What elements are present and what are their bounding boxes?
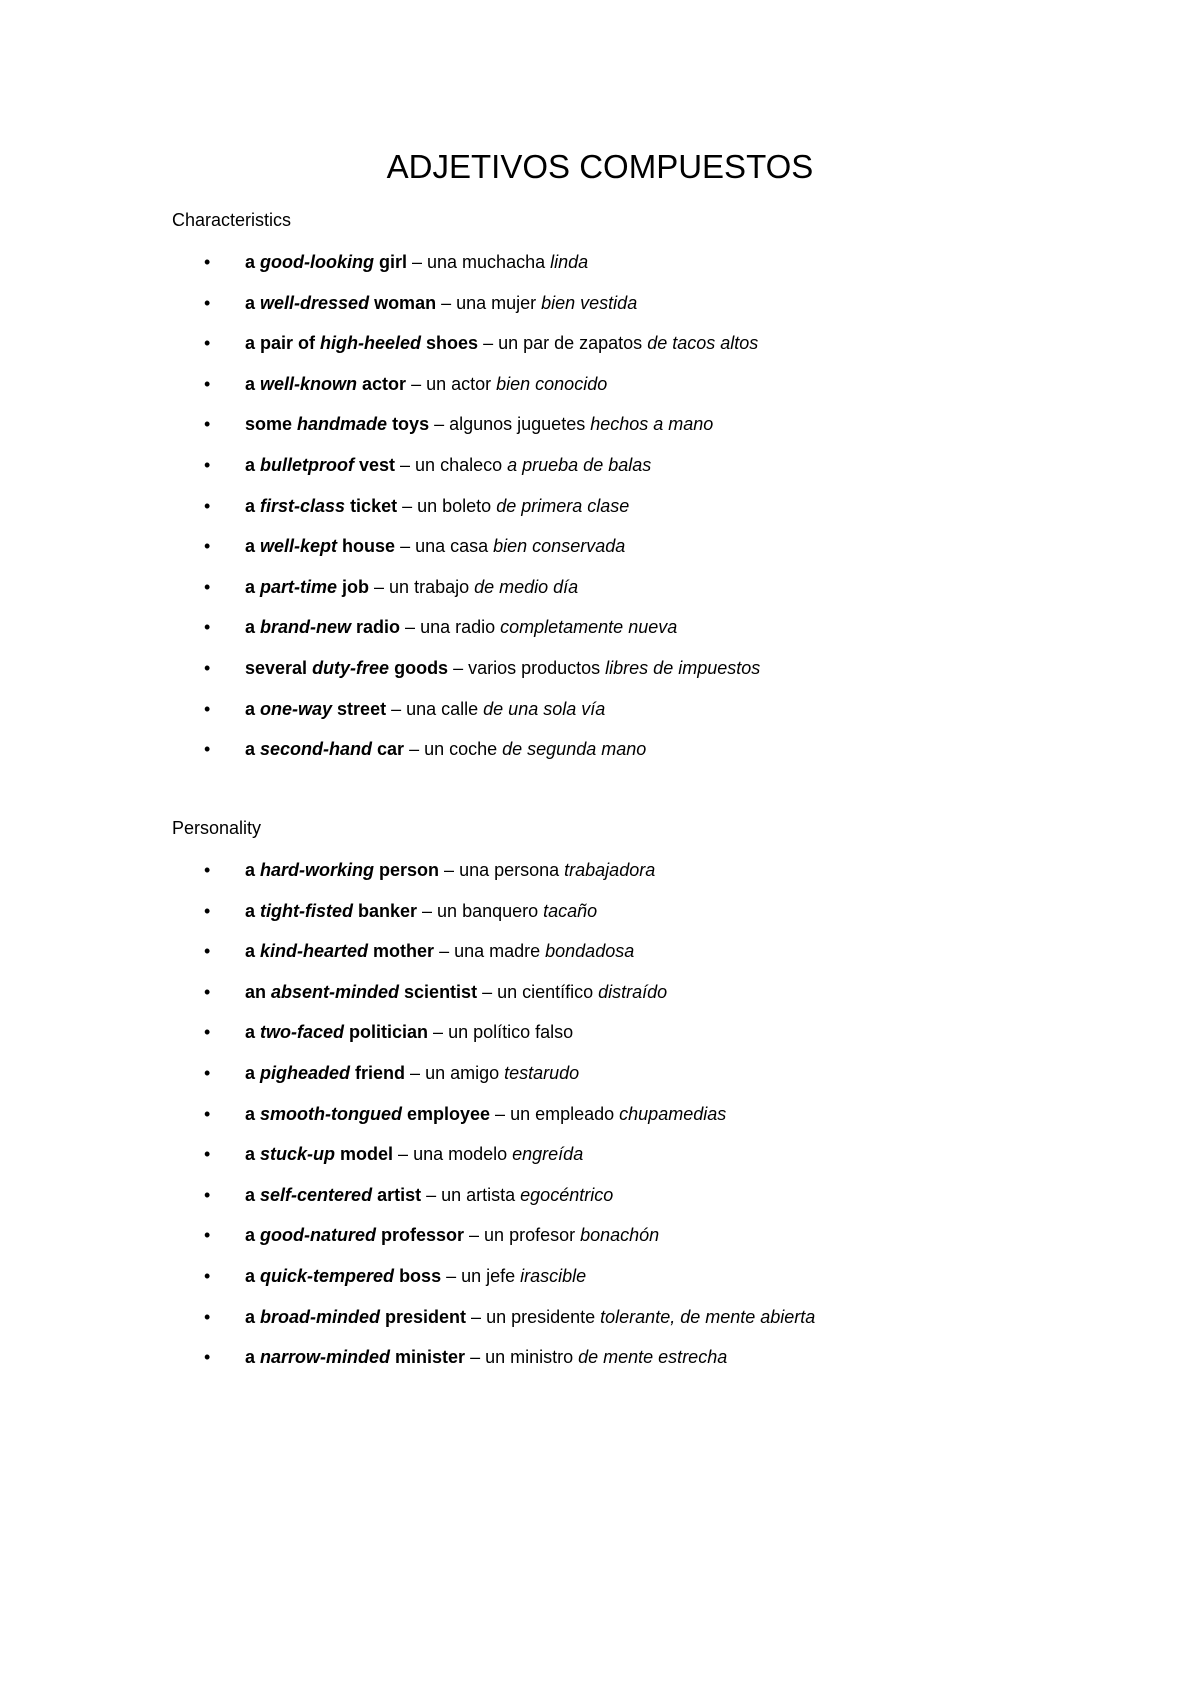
compound-adjective: first-class bbox=[260, 495, 346, 516]
vocab-entry bbox=[245, 939, 634, 963]
spanish-adjective: bonachón bbox=[580, 1225, 660, 1246]
english-noun: shoes bbox=[421, 333, 479, 354]
bullet-icon: • bbox=[204, 698, 211, 719]
separator-dash: – bbox=[428, 1022, 449, 1043]
vocab-entry bbox=[245, 1142, 583, 1166]
spanish-adjective: bien conservada bbox=[493, 536, 626, 557]
spanish-adjective: de mente estrecha bbox=[578, 1347, 728, 1368]
english-phrase-start: a bbox=[245, 698, 261, 719]
bullet-icon: • bbox=[204, 1103, 211, 1124]
separator-dash: – bbox=[395, 536, 416, 557]
vocab-entry bbox=[245, 1345, 727, 1369]
separator-dash: – bbox=[404, 739, 425, 760]
separator-dash: – bbox=[407, 252, 428, 272]
spanish-phrase: un artista bbox=[441, 1184, 521, 1205]
list-item bbox=[0, 1061, 1200, 1102]
english-phrase-start: an bbox=[245, 981, 272, 1002]
english-noun: job bbox=[337, 576, 370, 597]
english-noun: girl bbox=[373, 252, 407, 272]
spanish-adjective: de primera clase bbox=[496, 495, 630, 516]
compound-adjective: handmade bbox=[297, 414, 388, 435]
bullet-icon: • bbox=[204, 252, 211, 272]
compound-adjective: second-hand bbox=[260, 739, 373, 760]
list-item bbox=[0, 250, 1200, 291]
separator-dash: – bbox=[397, 495, 418, 516]
english-phrase-start: some bbox=[245, 414, 298, 435]
english-phrase-start: a bbox=[245, 1184, 261, 1205]
spanish-phrase: un actor bbox=[426, 373, 497, 394]
spanish-phrase: un trabajo bbox=[389, 576, 475, 597]
english-noun: street bbox=[332, 698, 387, 719]
bullet-icon: • bbox=[204, 1144, 211, 1165]
separator-dash: – bbox=[477, 981, 498, 1002]
bullet-icon: • bbox=[204, 1347, 211, 1368]
spanish-phrase: un amigo bbox=[425, 1062, 505, 1083]
spanish-adjective: linda bbox=[550, 252, 589, 272]
english-phrase-start: a bbox=[245, 1022, 261, 1043]
english-noun: employee bbox=[402, 1103, 491, 1124]
separator-dash: – bbox=[436, 292, 457, 313]
vocab-entry bbox=[245, 1020, 573, 1044]
english-phrase-start: a bbox=[245, 1265, 261, 1286]
spanish-adjective: completamente nueva bbox=[500, 617, 678, 638]
english-noun: car bbox=[372, 739, 405, 760]
compound-adjective: hard-working bbox=[260, 860, 375, 880]
list-item bbox=[0, 494, 1200, 535]
separator-dash: – bbox=[466, 1306, 487, 1327]
compound-adjective: stuck-up bbox=[260, 1144, 336, 1165]
list-item bbox=[0, 1102, 1200, 1143]
spanish-phrase: una persona bbox=[459, 860, 565, 880]
spanish-phrase: un científico bbox=[497, 981, 599, 1002]
spanish-phrase: una muchacha bbox=[427, 252, 551, 272]
separator-dash: – bbox=[464, 1225, 485, 1246]
bullet-icon: • bbox=[204, 333, 211, 354]
list-item bbox=[0, 899, 1200, 940]
separator-dash: – bbox=[417, 900, 438, 921]
english-phrase-start: a pair of bbox=[245, 333, 321, 354]
english-phrase-start: a bbox=[245, 373, 261, 394]
vocab-entry bbox=[245, 1061, 579, 1085]
english-phrase-start: a bbox=[245, 1144, 261, 1165]
english-noun: toys bbox=[387, 414, 430, 435]
bullet-icon: • bbox=[204, 536, 211, 557]
spanish-phrase: un coche bbox=[424, 739, 503, 760]
compound-adjective: smooth-tongued bbox=[260, 1103, 402, 1124]
list-item bbox=[0, 1345, 1200, 1386]
spanish-adjective: trabajadora bbox=[564, 860, 656, 880]
vocab-entry bbox=[245, 1183, 613, 1207]
bullet-icon: • bbox=[204, 454, 211, 475]
vocab-entry bbox=[245, 494, 629, 518]
english-noun: president bbox=[380, 1306, 467, 1327]
section-heading-personality: Personality bbox=[172, 818, 262, 838]
spanish-adjective: de tacos altos bbox=[647, 333, 759, 354]
separator-dash: – bbox=[395, 454, 416, 475]
compound-adjective: pigheaded bbox=[260, 1062, 351, 1083]
spanish-adjective: engreída bbox=[512, 1144, 584, 1165]
vocab-entry bbox=[245, 291, 637, 315]
compound-adjective: quick-tempered bbox=[260, 1265, 395, 1286]
list-item bbox=[0, 1183, 1200, 1224]
spanish-adjective: de segunda mano bbox=[502, 739, 647, 760]
separator-dash: – bbox=[386, 698, 407, 719]
english-noun: vest bbox=[354, 454, 396, 475]
bullet-icon: • bbox=[204, 941, 211, 962]
list-item bbox=[0, 939, 1200, 980]
vocab-entry bbox=[245, 615, 677, 639]
spanish-phrase: una calle bbox=[406, 698, 484, 719]
spanish-adjective: bien vestida bbox=[541, 292, 638, 313]
english-phrase-start: a bbox=[245, 739, 261, 760]
list-item bbox=[0, 737, 1200, 778]
compound-adjective: good-natured bbox=[260, 1225, 376, 1246]
vocab-entry bbox=[245, 372, 607, 396]
english-noun: artist bbox=[372, 1184, 422, 1205]
list-item bbox=[0, 1305, 1200, 1346]
spanish-adjective: chupamedias bbox=[619, 1103, 727, 1124]
compound-adjective: kind-hearted bbox=[260, 941, 369, 962]
separator-dash: – bbox=[465, 1347, 486, 1368]
vocab-entry bbox=[245, 858, 655, 882]
list-item bbox=[0, 291, 1200, 332]
english-noun: scientist bbox=[399, 981, 478, 1002]
list-item bbox=[0, 1264, 1200, 1305]
compound-adjective: duty-free bbox=[312, 657, 390, 678]
page-title: ADJETIVOS COMPUESTOS bbox=[386, 148, 814, 185]
english-noun: boss bbox=[394, 1265, 442, 1286]
english-phrase-start: a bbox=[245, 1103, 261, 1124]
vocab-entry bbox=[245, 656, 760, 680]
vocab-entry bbox=[245, 534, 625, 558]
english-phrase-start: a bbox=[245, 860, 261, 880]
bullet-icon: • bbox=[204, 1306, 211, 1327]
english-phrase-start: a bbox=[245, 252, 261, 272]
spanish-adjective: de una sola vía bbox=[483, 698, 606, 719]
spanish-adjective: irascible bbox=[520, 1265, 587, 1286]
list-item bbox=[0, 1020, 1200, 1061]
english-phrase-start: several bbox=[245, 657, 313, 678]
personality-list bbox=[0, 858, 1200, 1386]
list-item bbox=[0, 697, 1200, 738]
english-noun: model bbox=[335, 1144, 394, 1165]
english-noun: house bbox=[337, 536, 396, 557]
bullet-icon: • bbox=[204, 1022, 211, 1043]
bullet-icon: • bbox=[204, 860, 211, 880]
separator-dash: – bbox=[441, 1265, 462, 1286]
compound-adjective: well-dressed bbox=[260, 292, 370, 313]
english-phrase-start: a bbox=[245, 495, 261, 516]
english-phrase-start: a bbox=[245, 617, 261, 638]
spanish-adjective: distraído bbox=[598, 981, 668, 1002]
spanish-adjective: egocéntrico bbox=[520, 1184, 614, 1205]
spanish-phrase: un banquero bbox=[437, 900, 544, 921]
english-noun: goods bbox=[389, 657, 449, 678]
spanish-adjective: bondadosa bbox=[545, 941, 635, 962]
bullet-icon: • bbox=[204, 900, 211, 921]
compound-adjective: one-way bbox=[260, 698, 333, 719]
english-noun: banker bbox=[353, 900, 418, 921]
spanish-phrase: un empleado bbox=[510, 1103, 620, 1124]
compound-adjective: part-time bbox=[260, 576, 338, 597]
list-item bbox=[0, 412, 1200, 453]
english-phrase-start: a bbox=[245, 292, 261, 313]
bullet-icon: • bbox=[204, 1225, 211, 1246]
vocab-entry bbox=[245, 250, 588, 274]
bullet-icon: • bbox=[204, 1184, 211, 1205]
compound-adjective: high-heeled bbox=[320, 333, 422, 354]
list-item bbox=[0, 575, 1200, 616]
english-noun: person bbox=[374, 860, 440, 880]
compound-adjective: two-faced bbox=[260, 1022, 345, 1043]
spanish-phrase: una casa bbox=[415, 536, 494, 557]
spanish-phrase: un boleto bbox=[417, 495, 497, 516]
separator-dash: – bbox=[405, 1062, 426, 1083]
spanish-adjective: de medio día bbox=[474, 576, 579, 597]
separator-dash: – bbox=[369, 576, 390, 597]
list-item bbox=[0, 615, 1200, 656]
spanish-adjective: libres de impuestos bbox=[605, 657, 761, 678]
english-noun: actor bbox=[357, 373, 407, 394]
list-item bbox=[0, 372, 1200, 413]
characteristics-list bbox=[0, 250, 1200, 778]
list-item bbox=[0, 453, 1200, 494]
spanish-phrase: un profesor bbox=[484, 1225, 581, 1246]
bullet-icon: • bbox=[204, 617, 211, 638]
compound-adjective: well-known bbox=[260, 373, 358, 394]
vocab-entry bbox=[245, 1102, 726, 1126]
bullet-icon: • bbox=[204, 292, 211, 313]
english-phrase-start: a bbox=[245, 536, 261, 557]
spanish-adjective: a prueba de balas bbox=[507, 454, 652, 475]
english-phrase-start: a bbox=[245, 576, 261, 597]
compound-adjective: tight-fisted bbox=[260, 900, 353, 921]
bullet-icon: • bbox=[204, 657, 211, 678]
english-phrase-start: a bbox=[245, 1062, 261, 1083]
english-phrase-start: a bbox=[245, 1347, 261, 1368]
separator-dash: – bbox=[448, 657, 469, 678]
vocab-entry bbox=[245, 697, 605, 721]
spanish-adjective: testarudo bbox=[504, 1062, 580, 1083]
vocab-entry bbox=[245, 453, 651, 477]
separator-dash: – bbox=[406, 373, 427, 394]
list-item bbox=[0, 534, 1200, 575]
english-phrase-start: a bbox=[245, 454, 261, 475]
bullet-icon: • bbox=[204, 1265, 211, 1286]
list-item bbox=[0, 980, 1200, 1021]
list-item bbox=[0, 1223, 1200, 1264]
spanish-phrase: una madre bbox=[454, 941, 546, 962]
english-noun: ticket bbox=[345, 495, 398, 516]
vocab-entry bbox=[245, 1223, 659, 1247]
english-phrase-start: a bbox=[245, 941, 261, 962]
list-item bbox=[0, 331, 1200, 372]
spanish-phrase: una radio bbox=[420, 617, 501, 638]
spanish-phrase: un chaleco bbox=[415, 454, 508, 475]
vocab-entry bbox=[245, 899, 597, 923]
separator-dash: – bbox=[400, 617, 421, 638]
compound-adjective: narrow-minded bbox=[260, 1347, 391, 1368]
compound-adjective: self-centered bbox=[260, 1184, 373, 1205]
bullet-icon: • bbox=[204, 414, 211, 435]
separator-dash: – bbox=[439, 860, 460, 880]
spanish-phrase: un presidente bbox=[486, 1306, 601, 1327]
bullet-icon: • bbox=[204, 495, 211, 516]
english-noun: friend bbox=[350, 1062, 406, 1083]
spanish-phrase: una mujer bbox=[456, 292, 542, 313]
bullet-icon: • bbox=[204, 576, 211, 597]
separator-dash: – bbox=[478, 333, 499, 354]
english-noun: mother bbox=[368, 941, 435, 962]
vocab-entry bbox=[245, 1305, 815, 1329]
section-heading-characteristics: Characteristics bbox=[172, 210, 292, 230]
spanish-phrase: un jefe bbox=[461, 1265, 521, 1286]
english-phrase-start: a bbox=[245, 1306, 261, 1327]
separator-dash: – bbox=[393, 1144, 414, 1165]
english-phrase-start: a bbox=[245, 900, 261, 921]
separator-dash: – bbox=[434, 941, 455, 962]
vocab-entry bbox=[245, 331, 758, 355]
spanish-phrase: un par de zapatos bbox=[498, 333, 648, 354]
bullet-icon: • bbox=[204, 739, 211, 760]
english-noun: politician bbox=[344, 1022, 429, 1043]
spanish-adjective: hechos a mano bbox=[590, 414, 714, 435]
compound-adjective: brand-new bbox=[260, 617, 352, 638]
compound-adjective: bulletproof bbox=[260, 454, 354, 475]
english-phrase-start: a bbox=[245, 1225, 261, 1246]
bullet-icon: • bbox=[204, 1062, 211, 1083]
separator-dash: – bbox=[429, 414, 450, 435]
spanish-phrase: una modelo bbox=[413, 1144, 513, 1165]
spanish-phrase: varios productos bbox=[468, 657, 606, 678]
english-noun: radio bbox=[351, 617, 401, 638]
spanish-adjective: tacaño bbox=[543, 900, 598, 921]
spanish-phrase: un ministro bbox=[485, 1347, 579, 1368]
spanish-adjective: tolerante, de mente abierta bbox=[600, 1306, 816, 1327]
compound-adjective: absent-minded bbox=[271, 981, 400, 1002]
vocab-entry bbox=[245, 575, 578, 599]
list-item bbox=[0, 1142, 1200, 1183]
separator-dash: – bbox=[490, 1103, 511, 1124]
spanish-phrase: un político falso bbox=[448, 1022, 574, 1043]
bullet-icon: • bbox=[204, 373, 211, 394]
vocab-entry bbox=[245, 980, 667, 1004]
compound-adjective: broad-minded bbox=[260, 1306, 381, 1327]
english-noun: minister bbox=[390, 1347, 466, 1368]
compound-adjective: good-looking bbox=[260, 252, 374, 272]
english-noun: woman bbox=[369, 292, 437, 313]
list-item bbox=[0, 858, 1200, 899]
compound-adjective: well-kept bbox=[260, 536, 338, 557]
vocab-entry bbox=[245, 412, 713, 436]
separator-dash: – bbox=[421, 1184, 442, 1205]
spanish-adjective: bien conocido bbox=[496, 373, 608, 394]
bullet-icon: • bbox=[204, 981, 211, 1002]
vocab-entry bbox=[245, 1264, 586, 1288]
list-item bbox=[0, 656, 1200, 697]
vocab-entry bbox=[245, 737, 646, 761]
spanish-phrase: algunos juguetes bbox=[449, 414, 591, 435]
english-noun: professor bbox=[376, 1225, 465, 1246]
